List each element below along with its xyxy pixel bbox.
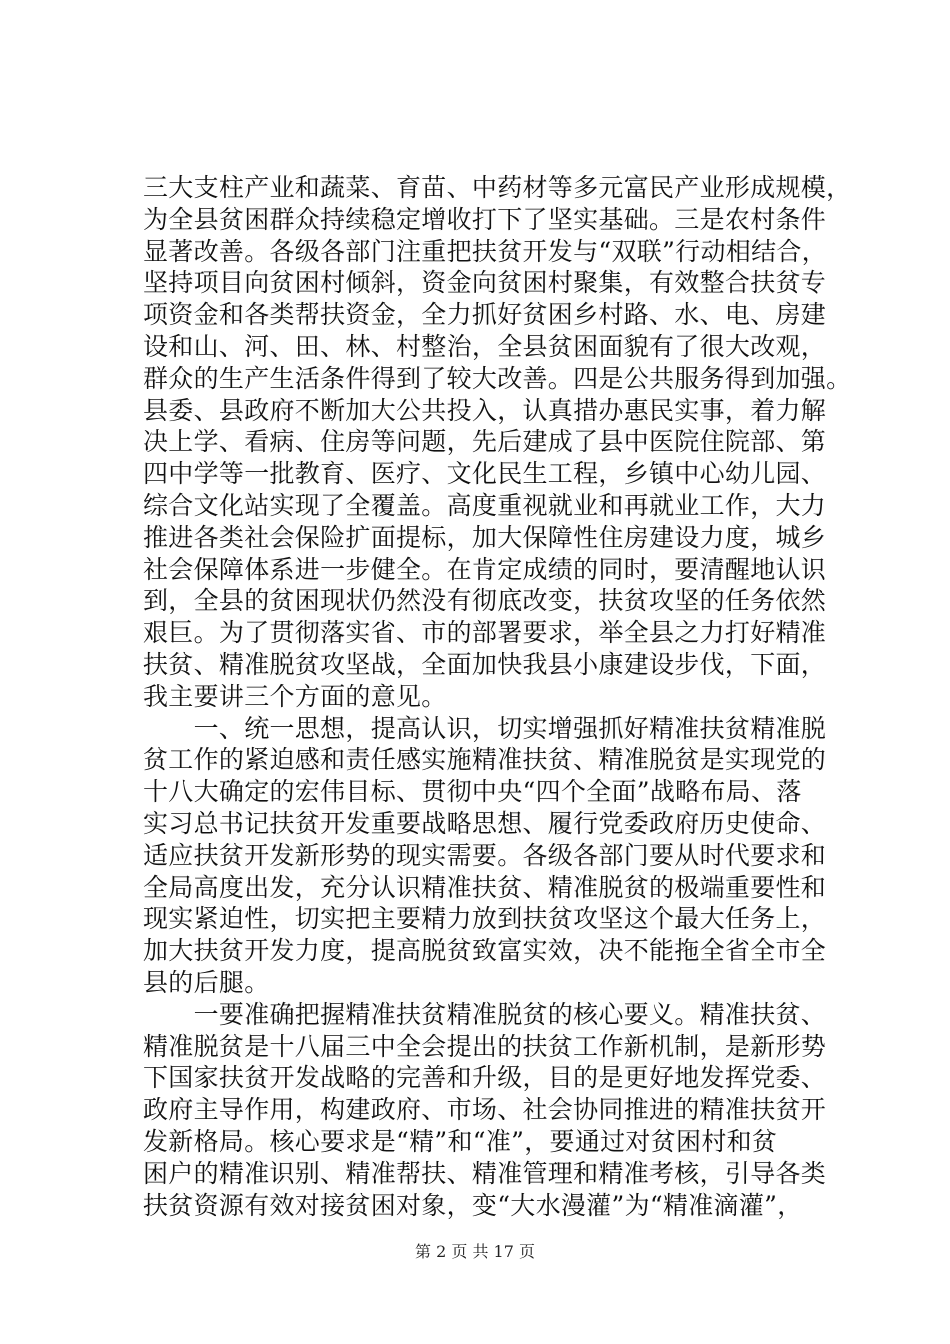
text-line: 坚持项目向贫困村倾斜，资金向贫困村聚集，有效整合扶贫专 xyxy=(143,268,827,298)
text-line: 四中学等一批教育、医疗、文化民生工程，乡镇中心幼儿园、 xyxy=(143,459,827,489)
text-line: 项资金和各类帮扶资金，全力抓好贫困乡村路、水、电、房建 xyxy=(143,300,827,330)
text-line: 三大支柱产业和蔬菜、育苗、中药材等多元富民产业形成规模， xyxy=(143,173,852,202)
text-line: 设和山、河、田、林、村整治，全县贫困面貌有了很大改观， xyxy=(143,331,827,361)
text-line: 政府主导作用，构建政府、市场、社会协同推进的精准扶贫开 xyxy=(143,1095,827,1125)
text-line: 艰巨。为了贯彻落实省、市的部署要求，举全县之力打好精准 xyxy=(143,618,827,648)
text-line: 县的后腿。 xyxy=(143,967,270,997)
text-line: 社会保障体系进一步健全。在肯定成绩的同时，要清醒地认识 xyxy=(143,554,827,584)
text-line: 现实紧迫性，切实把主要精力放到扶贫攻坚这个最大任务上， xyxy=(143,904,827,934)
text-line: 实习总书记扶贫开发重要战略思想、履行党委政府历史使命、 xyxy=(143,808,827,838)
text-line: 显著改善。各级各部门注重把扶贫开发与“双联”行动相结合， xyxy=(143,236,827,266)
text-line: 下国家扶贫开发战略的完善和升级，目的是更好地发挥党委、 xyxy=(143,1063,827,1093)
text-line: 十八大确定的宏伟目标、贯彻中央“四个全面”战略布局、落 xyxy=(143,777,802,807)
text-line: 为全县贫困群众持续稳定增收打下了坚实基础。三是农村条件 xyxy=(143,204,827,234)
page-footer xyxy=(0,1240,950,1264)
text-line: 决上学、看病、住房等问题，先后建成了县中医院住院部、第 xyxy=(143,427,827,457)
text-line: 精准脱贫是十八届三中全会提出的扶贫工作新机制，是新形势 xyxy=(143,1031,827,1061)
text-line: 贫工作的紧迫感和责任感实施精准扶贫、精准脱贫是实现党的 xyxy=(143,745,827,775)
text-line: 一要准确把握精准扶贫精准脱贫的核心要义。精准扶贫、 xyxy=(143,999,827,1029)
text-line: 一、统一思想，提高认识，切实增强抓好精准扶贫精准脱 xyxy=(143,713,827,743)
text-line: 群众的生产生活条件得到了较大改善。四是公共服务得到加强。 xyxy=(143,363,852,393)
text-line: 综合文化站实现了全覆盖。高度重视就业和再就业工作，大力 xyxy=(143,490,827,520)
text-line: 到，全县的贫困现状仍然没有彻底改变，扶贫攻坚的任务依然 xyxy=(143,586,827,616)
text-line: 困户的精准识别、精准帮扶、精准管理和精准考核，引导各类 xyxy=(143,1158,827,1188)
text-line: 扶贫资源有效对接贫困对象，变“大水漫灌”为“精准滴灌”， xyxy=(143,1190,803,1220)
text-line: 发新格局。核心要求是“精”和“准”，要通过对贫困村和贫 xyxy=(143,1126,778,1156)
page-number-label: 第 2 页 共 17 页 xyxy=(415,1242,535,1261)
text-line: 我主要讲三个方面的意见。 xyxy=(143,681,447,711)
text-line: 县委、县政府不断加大公共投入，认真措办惠民实事，着力解 xyxy=(143,395,827,425)
text-line: 加大扶贫开发力度，提高脱贫致富实效，决不能拖全省全市全 xyxy=(143,936,827,966)
text-line: 全局高度出发，充分认识精准扶贫、精准脱贫的极端重要性和 xyxy=(143,872,827,902)
text-line: 适应扶贫开发新形势的现实需要。各级各部门要从时代要求和 xyxy=(143,840,827,870)
text-line: 推进各类社会保险扩面提标，加大保障性住房建设力度，城乡 xyxy=(143,522,827,552)
text-line: 扶贫、精准脱贫攻坚战，全面加快我县小康建设步伐，下面， xyxy=(143,649,827,679)
body-text xyxy=(143,172,863,1221)
